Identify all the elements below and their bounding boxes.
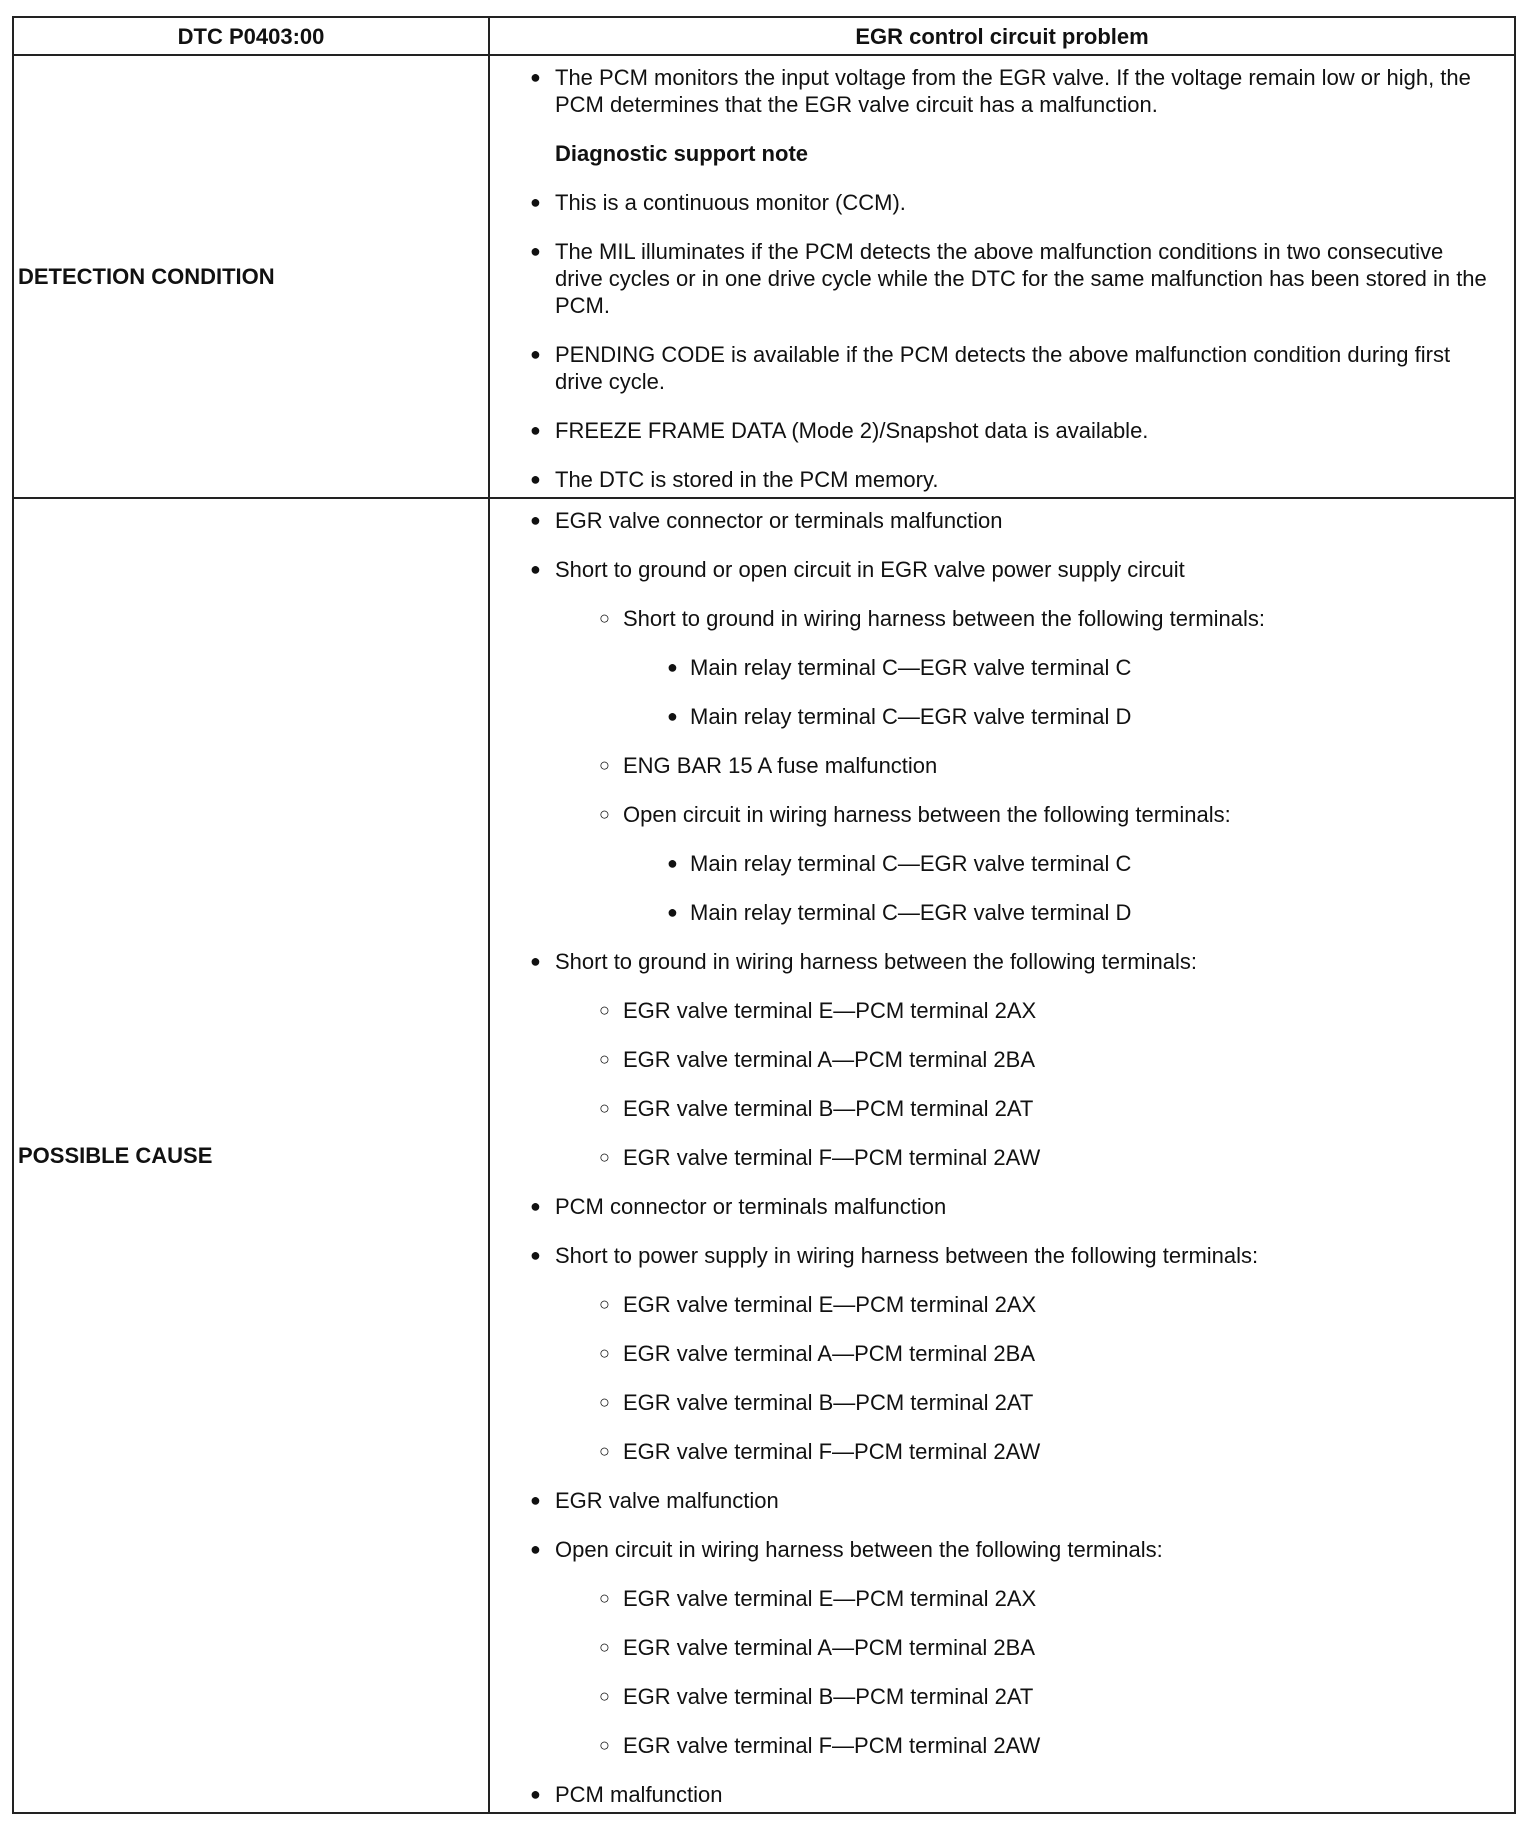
possible-cause-row [13,498,1515,1813]
list-item [490,1291,1494,1318]
list-item [490,752,1494,779]
list-item-text: EGR valve terminal B—PCM terminal 2AT [623,1684,1034,1709]
list-item-text: EGR valve terminal A—PCM terminal 2BA [623,1341,1036,1366]
detection-content [489,55,1515,498]
list-item [490,1585,1494,1612]
list-item [490,556,1494,583]
list-item [490,948,1494,975]
list-item [490,1634,1494,1661]
list-item-text: Short to ground in wiring harness between the following terminals: [623,606,1266,631]
list-item-text: FREEZE FRAME DATA (Mode 2)/Snapshot data is available. [555,418,1149,443]
list-item-text: EGR valve terminal F—PCM terminal 2AW [623,1733,1041,1758]
list-item-text: EGR valve terminal A—PCM terminal 2BA [623,1047,1036,1072]
bullet-icon: ● [530,510,541,530]
list-item [490,1732,1494,1759]
list-item-text: EGR valve malfunction [555,1488,779,1513]
list-item [490,850,1494,877]
list-item-text: PCM connector or terminals malfunction [555,1194,947,1219]
list-item-text: The DTC is stored in the PCM memory. [555,467,939,492]
dtc-code: DTC P0403:00 [13,17,489,55]
bullet-icon: ● [530,1784,541,1804]
list-item-text: EGR valve terminal A—PCM terminal 2BA [623,1635,1036,1660]
list-item [490,341,1494,395]
list-item-text: This is a continuous monitor (CCM). [555,190,906,215]
bullet-icon: ● [530,951,541,971]
list-item [490,1144,1494,1171]
bullet-icon: ● [530,1245,541,1265]
list-item [490,1781,1494,1808]
list-item [490,1536,1494,1563]
bullet-icon: ● [530,469,541,489]
list-item-text: Main relay terminal C—EGR valve terminal D [690,704,1132,729]
possible-cause-content [489,498,1515,1813]
bullet-icon: ● [530,192,541,212]
list-item [490,801,1494,828]
hollow-bullet-icon: ○ [599,1147,610,1167]
list-item [490,189,1494,216]
list-item [490,703,1494,730]
possible-cause-label: POSSIBLE CAUSE [13,498,489,1813]
list-item [490,1046,1494,1073]
list-item [490,1438,1494,1465]
hollow-bullet-icon: ○ [599,804,610,824]
bullet-icon: ● [530,67,541,87]
list-item-text: EGR valve connector or terminals malfunction [555,508,1003,533]
hollow-bullet-icon: ○ [599,1049,610,1069]
note-heading [490,140,1494,167]
list-item-text: Open circuit in wiring harness between the following terminals: [623,802,1231,827]
hollow-bullet-icon: ○ [599,1294,610,1314]
hollow-bullet-icon: ○ [599,608,610,628]
list-item-text: The MIL illuminates if the PCM detects the above malfunction conditions in two consecutive drive cycles or in one drive cycle while the DTC for the same malfunction has been stored in the PCM. [555,239,1487,318]
detection-label: DETECTION CONDITION [13,55,489,498]
detection-row [13,55,1515,498]
detection-list [490,64,1494,493]
dtc-table [12,16,1516,1814]
list-item-text: Short to ground or open circuit in EGR valve power supply circuit [555,557,1185,582]
list-item [490,238,1494,319]
bullet-icon: ● [667,706,678,726]
possible-cause-list [490,507,1494,1808]
list-item-text: Short to power supply in wiring harness between the following terminals: [555,1243,1259,1268]
hollow-bullet-icon: ○ [599,1392,610,1412]
list-item-text: Main relay terminal C—EGR valve terminal C [690,655,1132,680]
header-row [13,17,1515,55]
list-item-text: Short to ground in wiring harness between the following terminals: [555,949,1198,974]
hollow-bullet-icon: ○ [599,1637,610,1657]
bullet-icon: ● [530,241,541,261]
list-item-text: EGR valve terminal E—PCM terminal 2AX [623,1586,1037,1611]
list-item-text: Main relay terminal C—EGR valve terminal C [690,851,1132,876]
hollow-bullet-icon: ○ [599,1588,610,1608]
hollow-bullet-icon: ○ [599,1098,610,1118]
bullet-icon: ● [667,902,678,922]
list-item [490,899,1494,926]
bullet-icon: ● [530,344,541,364]
list-item-text: Open circuit in wiring harness between the following terminals: [555,1537,1163,1562]
hollow-bullet-icon: ○ [599,1000,610,1020]
list-item-text: EGR valve terminal B—PCM terminal 2AT [623,1390,1034,1415]
list-item [490,1095,1494,1122]
hollow-bullet-icon: ○ [599,755,610,775]
list-item-text: EGR valve terminal F—PCM terminal 2AW [623,1439,1041,1464]
list-item [490,605,1494,632]
bullet-icon: ● [530,1539,541,1559]
list-item [490,1389,1494,1416]
list-item [490,64,1494,118]
list-item [490,1487,1494,1514]
hollow-bullet-icon: ○ [599,1441,610,1461]
list-item-text: EGR valve terminal E—PCM terminal 2AX [623,1292,1037,1317]
bullet-icon: ● [530,1196,541,1216]
hollow-bullet-icon: ○ [599,1735,610,1755]
list-item [490,1340,1494,1367]
list-item-text: Main relay terminal C—EGR valve terminal D [690,900,1132,925]
list-item [490,507,1494,534]
list-item-text: PCM malfunction [555,1782,723,1807]
list-item [490,466,1494,493]
list-item-text: EGR valve terminal F—PCM terminal 2AW [623,1145,1041,1170]
bullet-icon: ● [530,1490,541,1510]
list-item [490,1193,1494,1220]
list-item-text: Diagnostic support note [555,141,808,166]
list-item-text: PENDING CODE is available if the PCM detects the above malfunction condition during first drive cycle. [555,342,1451,394]
bullet-icon: ● [667,657,678,677]
list-item-text: EGR valve terminal E—PCM terminal 2AX [623,998,1037,1023]
dtc-title: EGR control circuit problem [489,17,1515,55]
list-item-text: EGR valve terminal B—PCM terminal 2AT [623,1096,1034,1121]
list-item [490,654,1494,681]
list-item [490,1242,1494,1269]
list-item [490,417,1494,444]
hollow-bullet-icon: ○ [599,1686,610,1706]
hollow-bullet-icon: ○ [599,1343,610,1363]
bullet-icon: ● [530,420,541,440]
bullet-icon: ● [530,559,541,579]
list-item [490,997,1494,1024]
list-item [490,1683,1494,1710]
bullet-icon: ● [667,853,678,873]
list-item-text: The PCM monitors the input voltage from the EGR valve. If the voltage remain low or high, the PCM determines that the EGR valve circuit has a malfunction. [555,65,1471,117]
list-item-text: ENG BAR 15 A fuse malfunction [623,753,938,778]
